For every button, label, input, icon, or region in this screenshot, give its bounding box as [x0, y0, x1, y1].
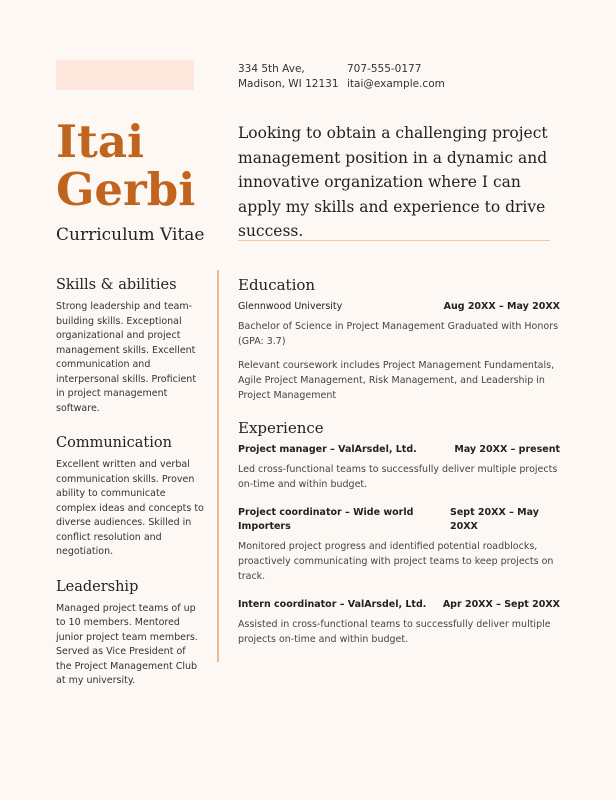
contact-address — [238, 62, 339, 92]
address-line2: Madison, WI 12131 — [238, 78, 339, 90]
objective-statement: Looking to obtain a challenging project management position in a dynamic and innovative organization where I can apply my skills and experience to drive success. — [238, 124, 548, 240]
experience-entry — [238, 443, 560, 492]
left-column — [56, 276, 204, 707]
coursework-text: Relevant coursework includes Project Management Fundamentals, Agile Project Management, Risk Management, and Leadership in Project Management — [238, 360, 555, 401]
header-divider — [238, 240, 550, 241]
education-dates: Aug 20XX – May 20XX — [443, 301, 560, 312]
person-name — [56, 115, 196, 216]
job-description: Monitored project progress and identified potential roadblocks, proactively communicating with project teams to keep projects on track. — [238, 541, 554, 582]
experience-heading: Experience — [238, 419, 324, 437]
job-dates: Apr 20XX – Sept 20XX — [442, 599, 560, 610]
leadership-text: Managed project teams of up to 10 members. Mentored junior project team members. Served as Vice President of the Project Management Club at my university. — [56, 602, 198, 686]
accent-block — [56, 60, 194, 90]
job-role: Intern coordinator – ValArsdel, Ltd. — [238, 599, 427, 610]
phone-text: 707-555-0177 — [347, 63, 422, 75]
job-role: Project manager – ValArsdel, Ltd. — [238, 444, 417, 455]
skills-text: Strong leadership and team-building skills. Exceptional organizational and project management skills. Excellent communication and interpersonal skills. Proficient in project management software. — [56, 301, 197, 414]
address-line1: 334 5th Ave, — [238, 63, 305, 75]
job-dates: May 20XX – present — [454, 444, 560, 455]
job-description: Led cross-functional teams to successfully deliver multiple projects on-time and within budget. — [238, 464, 558, 490]
contact-phone-email — [347, 62, 445, 92]
degree-text: Bachelor of Science in Project Management Graduated with Honors (GPA: 3.7) — [238, 321, 559, 347]
education-section — [238, 276, 560, 403]
email-text: itai@example.com — [347, 78, 445, 90]
leadership-heading: Leadership — [56, 578, 139, 595]
experience-entry-head — [238, 443, 560, 457]
first-name: Itai — [56, 115, 145, 168]
cv-subtitle: Curriculum Vitae — [56, 225, 205, 245]
communication-text: Excellent written and verbal communication skills. Proven ability to communicate complex ideas and concepts to diverse audiences. Skilled in conflict resolution and negotiation. — [56, 459, 204, 557]
job-dates: Sept 20XX – May 20XX — [450, 507, 539, 532]
job-description: Assisted in cross-functional teams to successfully deliver multiple projects on-time and within budget. — [238, 619, 551, 645]
experience-entry-head — [238, 506, 560, 534]
education-heading: Education — [238, 276, 316, 294]
education-entry-head — [238, 300, 560, 314]
experience-entry — [238, 598, 560, 647]
skills-heading: Skills & abilities — [56, 277, 177, 293]
experience-entry — [238, 506, 560, 584]
job-role: Project coordinator – Wide world Importers — [238, 507, 414, 532]
experience-entry-head — [238, 598, 560, 612]
right-column — [238, 276, 560, 661]
school-name: Glennwood University — [238, 301, 343, 312]
last-name: Gerbi — [56, 163, 196, 216]
communication-heading: Communication — [56, 435, 172, 451]
column-divider — [217, 270, 219, 662]
experience-section — [238, 419, 560, 647]
